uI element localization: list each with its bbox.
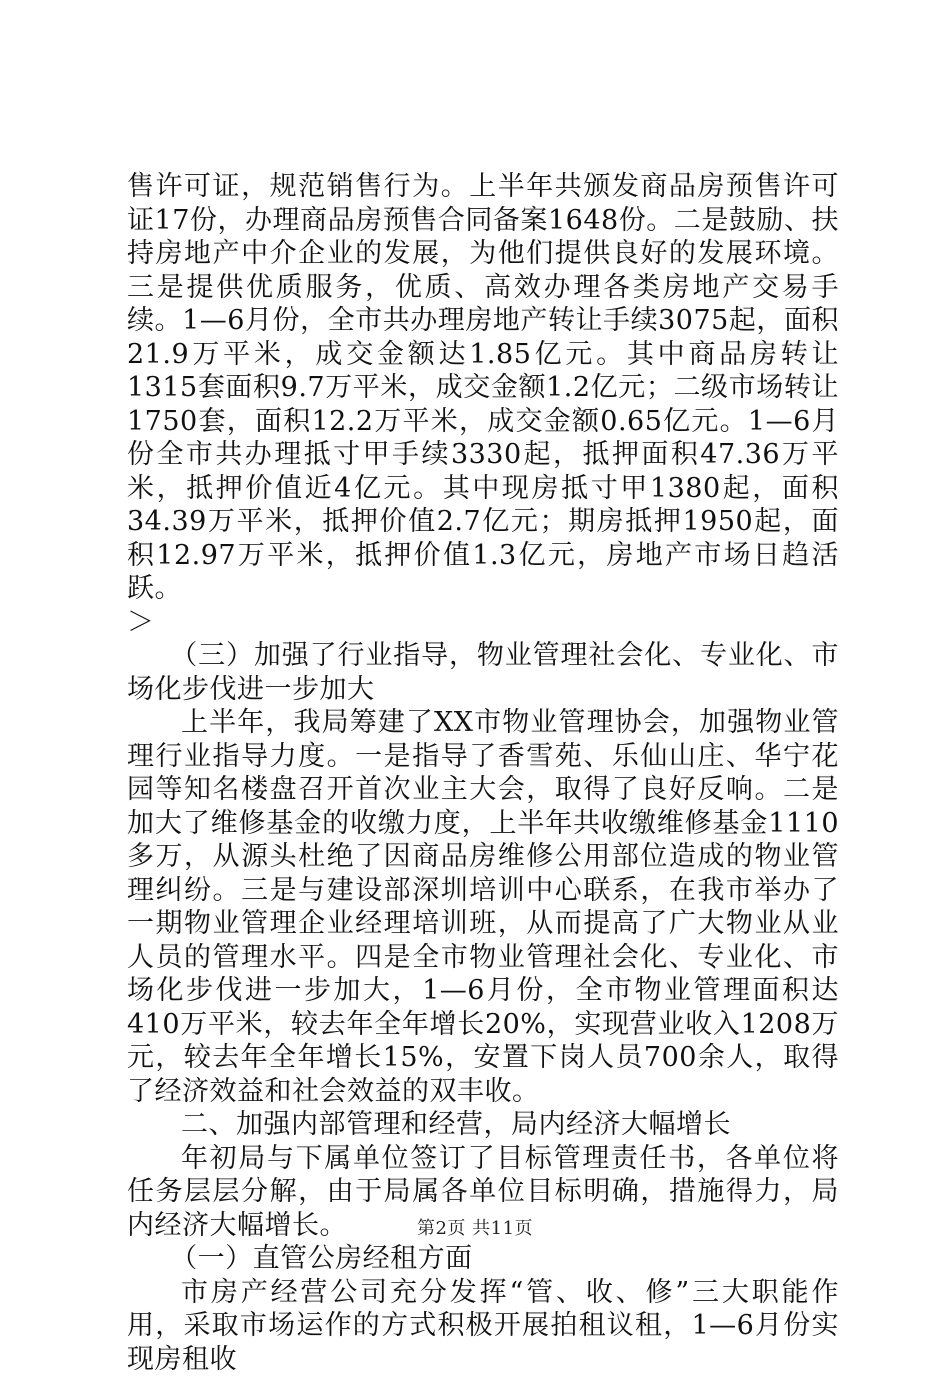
paragraph-marker: ＞ bbox=[127, 606, 839, 640]
paragraph-property-management: 上半年，我局筹建了XX市物业管理协会，加强物业管理行业指导力度。一是指导了香雪苑、乐仙山庄、华宁花园等知名楼盘召开首次业主大会，取得了良好反响。二是加大了维修基金的收缴力度，上半年共收缴维修基金1110多万，从源头杜绝了因商品房维修公用部位造成的物业管理纠纷。三是与建设部深圳培训中心联系，在我市举办了一期物业管理企业经理培训班，从而提高了广大物业从业人员的管理水平。四是全市物业管理社会化、专业化、市场化步伐进一步加大，1—6月份，全市物业管理面积达410万平米，较去年全年增长20%，实现营业收入1208万元，较去年全年增长15%，安置下岗人员700余人，取得了经济效益和社会效益的双丰收。 bbox=[127, 706, 839, 1108]
section-heading-2: 二、加强内部管理和经营，局内经济大幅增长 bbox=[127, 1108, 839, 1142]
section-heading-1: （一）直管公房经租方面 bbox=[127, 1242, 839, 1276]
section-heading-3: （三）加强了行业指导，物业管理社会化、专业化、市场化步伐进一步加大 bbox=[127, 639, 839, 706]
paragraph-internal-management: 年初局与下属单位签订了目标管理责任书，各单位将任务层层分解，由于局属各单位目标明确，措施得力，局内经济大幅增长。 bbox=[127, 1142, 839, 1243]
paragraph-public-housing: 市房产经营公司充分发挥“管、收、修”三大职能作用，采取市场运作的方式积极开展拍租议租，1—6月份实现房租收 bbox=[127, 1276, 839, 1376]
paragraph-sales-permits: 售许可证，规范销售行为。上半年共颁发商品房预售许可证17份，办理商品房预售合同备案1648份。二是鼓励、扶持房地产中介企业的发展，为他们提供良好的发展环境。三是提供优质服务，优质、高效办理各类房地产交易手续。1—6月份，全市共办理房地产转让手续3075起，面积21.9万平米，成交金额达1.85亿元。其中商品房转让1315套面积9.7万平米，成交金额1.2亿元；二级市场转让1750套，面积12.2万平米，成交金额0.65亿元。1—6月份全市共办理抵寸甲手续3330起，抵押面积47.36万平米，抵押价值近4亿元。其中现房抵寸甲1380起，面积34.39万平米，抵押价值2.7亿元；期房抵押1950起，面积12.97万平米，抵押价值1.3亿元，房地产市场日趋活跃。 bbox=[127, 170, 839, 606]
document-body bbox=[127, 170, 839, 1376]
page-footer: 第2页 共11页 bbox=[0, 1214, 950, 1240]
